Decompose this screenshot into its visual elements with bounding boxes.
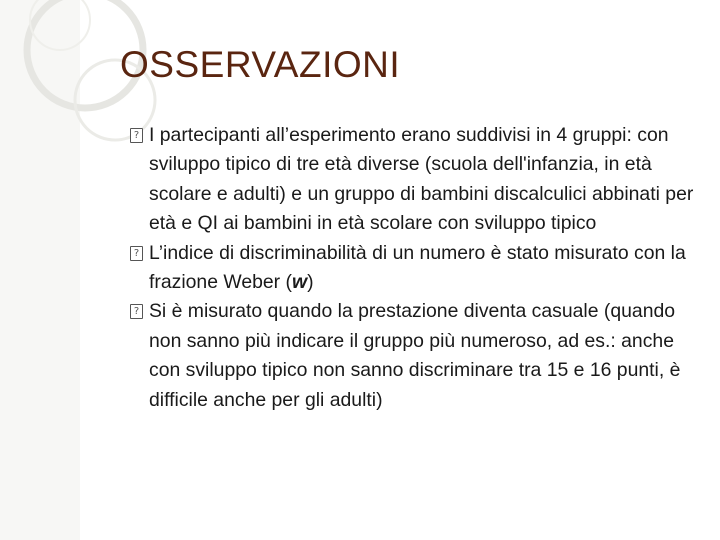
bullet-text-end: ) [307,271,314,294]
bullet-item [130,297,700,415]
missing-glyph-box-icon [130,128,143,143]
missing-glyph-box-icon [130,246,143,261]
bullet-item [130,239,700,298]
slide-title: OSSERVAZIONI [120,44,401,85]
bullet-text: Si è misurato quando la prestazione diventa casuale (quando non sanno più indicare il gruppo più numeroso, ad es.: anche con sviluppo tipico non sanno discriminare tra 15 e 16 punti, è difficile anche per gli adulti) [149,300,681,411]
missing-glyph-box-icon [130,304,143,319]
weber-fraction-symbol: w [291,271,308,294]
bullet-item [130,121,700,239]
bullet-list [130,121,700,415]
bullet-text: I partecipanti all’esperimento erano suddivisi in 4 gruppi: con sviluppo tipico di tre età diverse (scuola dell'infanzia, in età scolare e adulti) e un gruppo di bambini discalculici abbinati per età e QI ai bambini in età scolare con sviluppo tipico [149,124,694,235]
bullet-text: L’indice di discriminabilità di un numero è stato misurato con la frazione Weber ( [149,241,686,294]
